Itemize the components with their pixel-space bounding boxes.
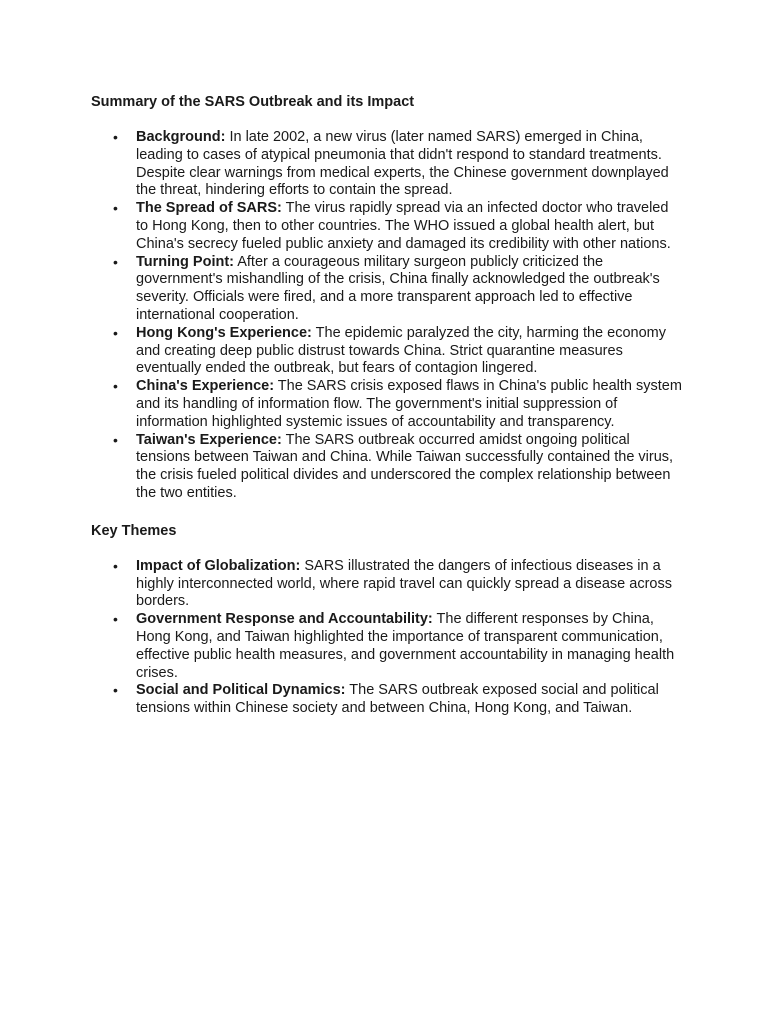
- theme-text: SARS illustrated the dangers of infectious diseases in a highly interconnected world, where rapid travel can quickly spread a disease across borders.: [136, 557, 672, 610]
- theme-text: The SARS outbreak exposed social and political tensions within Chinese society and between China, Hong Kong, and Taiwan.: [136, 682, 659, 717]
- bullet-icon: •: [113, 324, 118, 341]
- theme-term: Government Response and Accountability:: [136, 611, 433, 628]
- theme-item-social-political: [91, 682, 683, 718]
- document-page: [91, 93, 683, 718]
- bullet-icon: •: [113, 682, 118, 699]
- summary-item-hong-kong: [91, 325, 683, 378]
- summary-text: The SARS outbreak occurred amidst ongoing political tensions between Taiwan and China. While Taiwan successfully contained the virus, the crisis fueled political divides and underscored the complex relationship between the two entities.: [136, 431, 674, 501]
- bullet-icon: •: [113, 611, 118, 628]
- themes-list: [91, 558, 683, 718]
- bullet-icon: •: [113, 129, 118, 145]
- summary-item-turning-point: [91, 254, 683, 325]
- summary-list: [91, 129, 683, 503]
- summary-text: The virus rapidly spread via an infected doctor who traveled to Hong Kong, then to other countries. The WHO issued a global health alert, but China's secrecy fueled public anxiety and damaged its credibility with other nations.: [136, 200, 671, 252]
- theme-item-government-response: [91, 611, 683, 682]
- document-title: Summary of the SARS Outbreak and its Impact: [91, 94, 415, 110]
- summary-term: The Spread of SARS:: [136, 200, 282, 217]
- theme-term: Social and Political Dynamics:: [136, 682, 346, 699]
- summary-term: Hong Kong's Experience:: [136, 324, 312, 341]
- summary-text: The SARS crisis exposed flaws in China's public health system and its handling of information flow. The government's initial suppression of information highlighted systemic issues of accountability and transparency.: [136, 378, 682, 430]
- summary-term: Background:: [136, 129, 226, 145]
- bullet-icon: •: [113, 200, 118, 217]
- summary-item-taiwan: [91, 432, 683, 503]
- summary-term: China's Experience:: [136, 378, 275, 395]
- bullet-icon: •: [113, 431, 118, 448]
- summary-item-spread: [91, 200, 683, 253]
- bullet-icon: •: [113, 378, 118, 395]
- summary-term: Turning Point:: [136, 253, 234, 270]
- themes-heading: Key Themes: [91, 522, 177, 539]
- bullet-icon: •: [113, 557, 118, 574]
- summary-text: The epidemic paralyzed the city, harming the economy and creating deep public distrust towards China. Strict quarantine measures eventually ended the outbreak, but fears of contagion lingered.: [136, 324, 666, 377]
- summary-item-china: [91, 378, 683, 431]
- theme-term: Impact of Globalization:: [136, 557, 301, 574]
- summary-text: In late 2002, a new virus (later named SARS) emerged in China, leading to cases of atypical pneumonia that didn't respond to standard treatments. Despite clear warnings from medical experts, the Chinese government downplayed the threat, hindering efforts to contain the spread.: [136, 129, 669, 199]
- bullet-icon: •: [113, 253, 118, 270]
- summary-item-background: [91, 129, 683, 200]
- theme-text: The different responses by China, Hong Kong, and Taiwan highlighted the importance of transparent communication, effective public health measures, and government accountability in managing health crises.: [136, 611, 675, 681]
- summary-term: Taiwan's Experience:: [136, 431, 282, 448]
- theme-item-globalization: [91, 558, 683, 611]
- summary-text: After a courageous military surgeon publicly criticized the government's mishandling of the crisis, China finally acknowledged the outbreak's severity. Officials were fired, and a more transparent approach led to effective international cooperation.: [136, 253, 660, 323]
